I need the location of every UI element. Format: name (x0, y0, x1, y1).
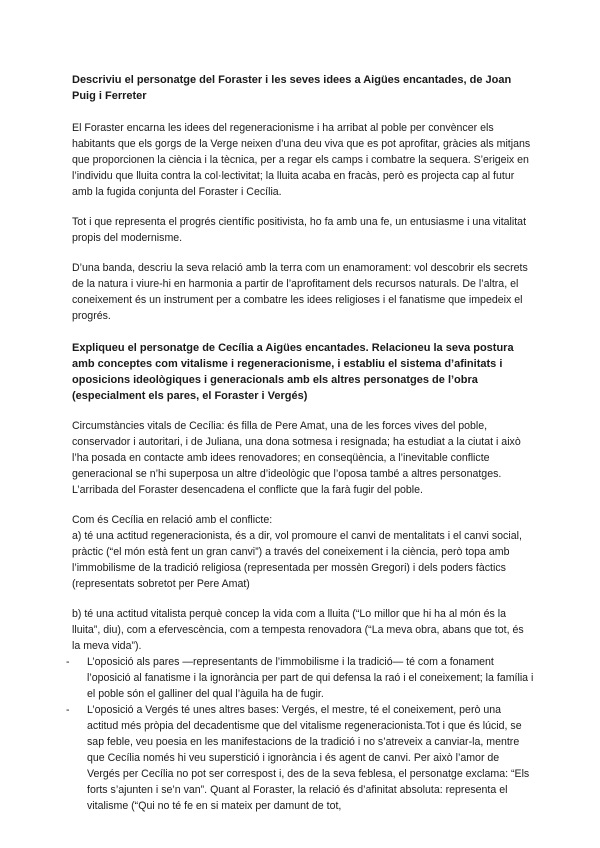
dash-list (72, 654, 534, 814)
section2-paragraph: a) té una actitud regeneracionista, és a dir, vol promoure el canvi de mentalitats i el canvi social, pràctic (“el món està fent un gran canvi”) a través del coneixement i la ciència, però topa amb l’immobilisme de la tradició religiosa (representada per mossèn Gregori) i dels poders fàctics (representats sobretot per Pere Amat) (72, 530, 522, 590)
section2-paragraph: Com és Cecília en relació amb el conflicte: (72, 514, 273, 526)
section2-heading: Expliqueu el personatge de Cecília a Aigües encantades. Relacioneu la seva postura amb conceptes com vitalisme i regeneracionisme, i establiu el sistema d’afinitats i oposicions ideològiques i generacionals amb els altres personatges de l’obra (especialment els pares, el Foraster i Vergés) (72, 342, 514, 402)
section2-paragraph: b) té una actitud vitalista perquè concep la vida com a lluita (“Lo millor que hi ha al món és la lluita”, diu), com a efervescència, com a tempesta renovadora (“La meva obra, abans que tot, és la meva vida”). (72, 608, 524, 652)
section2-paragraph: Circumstàncies vitals de Cecília: és filla de Pere Amat, una de les forces vives del poble, conservador i autoritari, i de Juliana, una dona sotmesa i resignada; ha estudiat a la ciutat i això l’ha posada en contacte amb idees renovadores; en conseqüència, a l’inevitable conflicte generacional se n’hi superposa un altre d’ideològic que l’oposa també a altres personatges. L’arribada del Foraster desencadena el conflicte que la farà fugir del poble. (72, 420, 521, 496)
section1-paragraph: D’una banda, descriu la seva relació amb la terra com un enamorament: vol descobrir els secrets de la natura i viure-hi en harmonia a partir de l’aprofitament dels recursos naturals. De l’altra, el coneixement és un instrument per a combatre les idees religioses i el fanatisme que impedeix el progrés. (72, 262, 528, 322)
section1-heading: Descriviu el personatge del Foraster i les seves idees a Aigües encantades, de Joan Puig i Ferreter (72, 74, 512, 102)
section1-paragraph: Tot i que representa el progrés científic positivista, ho fa amb una fe, un entusiasme i una vitalitat propis del modernisme. (72, 216, 527, 244)
list-item: - L’oposició a Vergés té unes altres bases: Vergés, el mestre, té el coneixement, però una actitud més pròpia del decadentisme que del vitalisme regeneracionista.Tot i que és lúcid, se sap feble, veu poesia en les manifestacions de la tradició i no s’atreveix a canviar-la, mentre que Cecília només hi veu superstició i ignorància i és agent de canvi. Per això l’amor de Vergés per Cecília no pot ser correspost i, des de la seva feblesa, el personatge exclama: “Els forts s’ajunten i se’n van”. Quant al Foraster, la relació és d’afinitat absoluta: representa el vitalisme (“Qui no té fe en si mateix per damunt de tot, (72, 702, 534, 814)
section1-paragraph: El Foraster encarna les idees del regeneracionisme i ha arribat al poble per convèncer els habitants que els gorgs de la Verge neixen d’una deu viva que es pot aprofitar, gràcies als mitjans que proporcionen la ciència i la tècnica, per a regar els camps i combatre la sequera. S’erigeix en l’individu que lluita contra la col·lectivitat; la lluita acaba en fracàs, però es projecta cap al futur amb la fugida conjunta del Foraster i Cecília. (72, 122, 531, 198)
list-item: - L’oposició als pares —representants de l’immobilisme i la tradició— té com a fonament l’oposició al fanatisme i la ignorància per part de qui defensa la raó i el coneixement; la família i el poble són el galliner del qual l’àguila ha de fugir. (72, 654, 534, 702)
document-body (72, 72, 534, 814)
